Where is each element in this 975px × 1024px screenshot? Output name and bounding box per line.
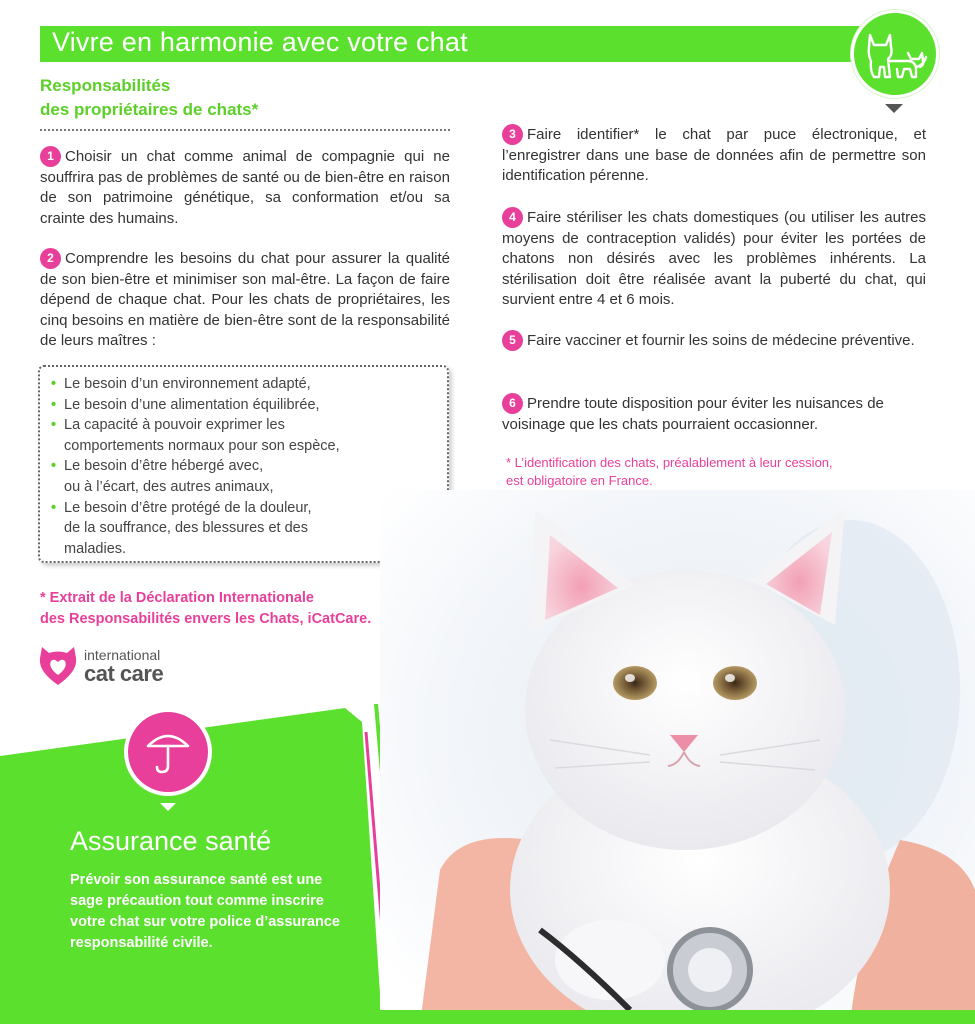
dotted-divider xyxy=(40,129,450,131)
item-number-badge: 1 xyxy=(40,146,61,167)
source-note: * Extrait de la Déclaration Internationale des Responsabilités envers les Chats, iCatCare. xyxy=(40,590,372,627)
insurance-title: Assurance santé xyxy=(70,826,272,856)
logo-text-big: cat care xyxy=(84,661,164,686)
item-text: Faire identifier* le chat par puce électronique, et l’enregistrer dans une base de données afin de permettre son identification pérenne. xyxy=(502,126,926,184)
welfare-needs-list xyxy=(50,374,437,559)
list-item: • Le besoin d’être protégé de la douleur, de la souffrance, des blessures et des maladies. xyxy=(50,498,437,560)
item-1 xyxy=(40,146,450,229)
section-title-line1: Responsabilités xyxy=(40,76,171,95)
insurance-panel xyxy=(0,700,430,1024)
page-title: Vivre en harmonie avec votre chat xyxy=(52,27,468,57)
section-title-line2: des propriétaires de chats* xyxy=(40,100,259,119)
item-text: Faire stériliser les chats domestiques (ou utiliser les autres moyens de contraception validés) pour éviter les portées de chatons non désirés avec les problèmes inhérents. La stérilisation doit être réalisée avant la puberté du chat, qui survient entre 4 et 6 mois. xyxy=(502,209,926,308)
umbrella-arrow-icon xyxy=(160,803,176,811)
identification-footnote: * L’identification des chats, préalablement à leur cession, est obligatoire en France. xyxy=(506,455,833,488)
item-4 xyxy=(502,207,926,311)
item-number-badge: 6 xyxy=(502,393,523,414)
umbrella-badge xyxy=(124,708,212,796)
item-text: Choisir un chat comme animal de compagnie qui ne souffrira pas de problèmes de santé ou de bien-être en raison de son patrimoine génétique, sa conformation et/ou sa crainte des humains. xyxy=(40,148,450,227)
insurance-text: Prévoir son assurance santé est une sage précaution tout comme inscrire votre chat sur votre police d’assurance responsabilité civile. xyxy=(70,872,340,951)
item-number-badge: 2 xyxy=(40,248,61,269)
item-number-badge: 4 xyxy=(502,207,523,228)
cat-heart-logo-icon xyxy=(38,645,78,687)
list-item: • La capacité à pouvoir exprimer les comportements normaux pour son espèce, xyxy=(50,415,437,456)
icatcare-logo xyxy=(38,643,188,689)
item-5 xyxy=(502,330,926,352)
logo-text-small: international xyxy=(84,647,161,663)
item-2 xyxy=(40,248,450,352)
header-badge xyxy=(851,10,939,98)
white-kitten-photo xyxy=(380,490,975,1024)
cat-and-kitten-icon xyxy=(864,31,932,83)
item-text: Comprendre les besoins du chat pour assurer la qualité de son bien-être et minimiser son mal-être. La façon de faire dépend de chaque chat. Pour les chats de propriétaires, les cinq besoins en matière de bien-être sont de la responsabilité de leurs maîtres : xyxy=(40,250,450,349)
item-number-badge: 5 xyxy=(502,330,523,351)
list-item: • Le besoin d’être hébergé avec, ou à l’écart, des autres animaux, xyxy=(50,456,437,497)
badge-arrow-icon xyxy=(885,104,903,113)
item-number-badge: 3 xyxy=(502,124,523,145)
item-6 xyxy=(502,393,926,435)
list-item: • Le besoin d’une alimentation équilibrée, xyxy=(50,395,437,416)
umbrella-icon xyxy=(145,728,191,776)
bottom-strip xyxy=(360,1010,975,1024)
section-title xyxy=(40,74,258,122)
item-3 xyxy=(502,124,926,187)
item-text: Prendre toute disposition pour éviter les nuisances de voisinage que les chats pourraient occasionner. xyxy=(502,395,884,433)
item-text: Faire vacciner et fournir les soins de médecine préventive. xyxy=(527,332,915,349)
list-item: • Le besoin d’un environnement adapté, xyxy=(50,374,437,395)
